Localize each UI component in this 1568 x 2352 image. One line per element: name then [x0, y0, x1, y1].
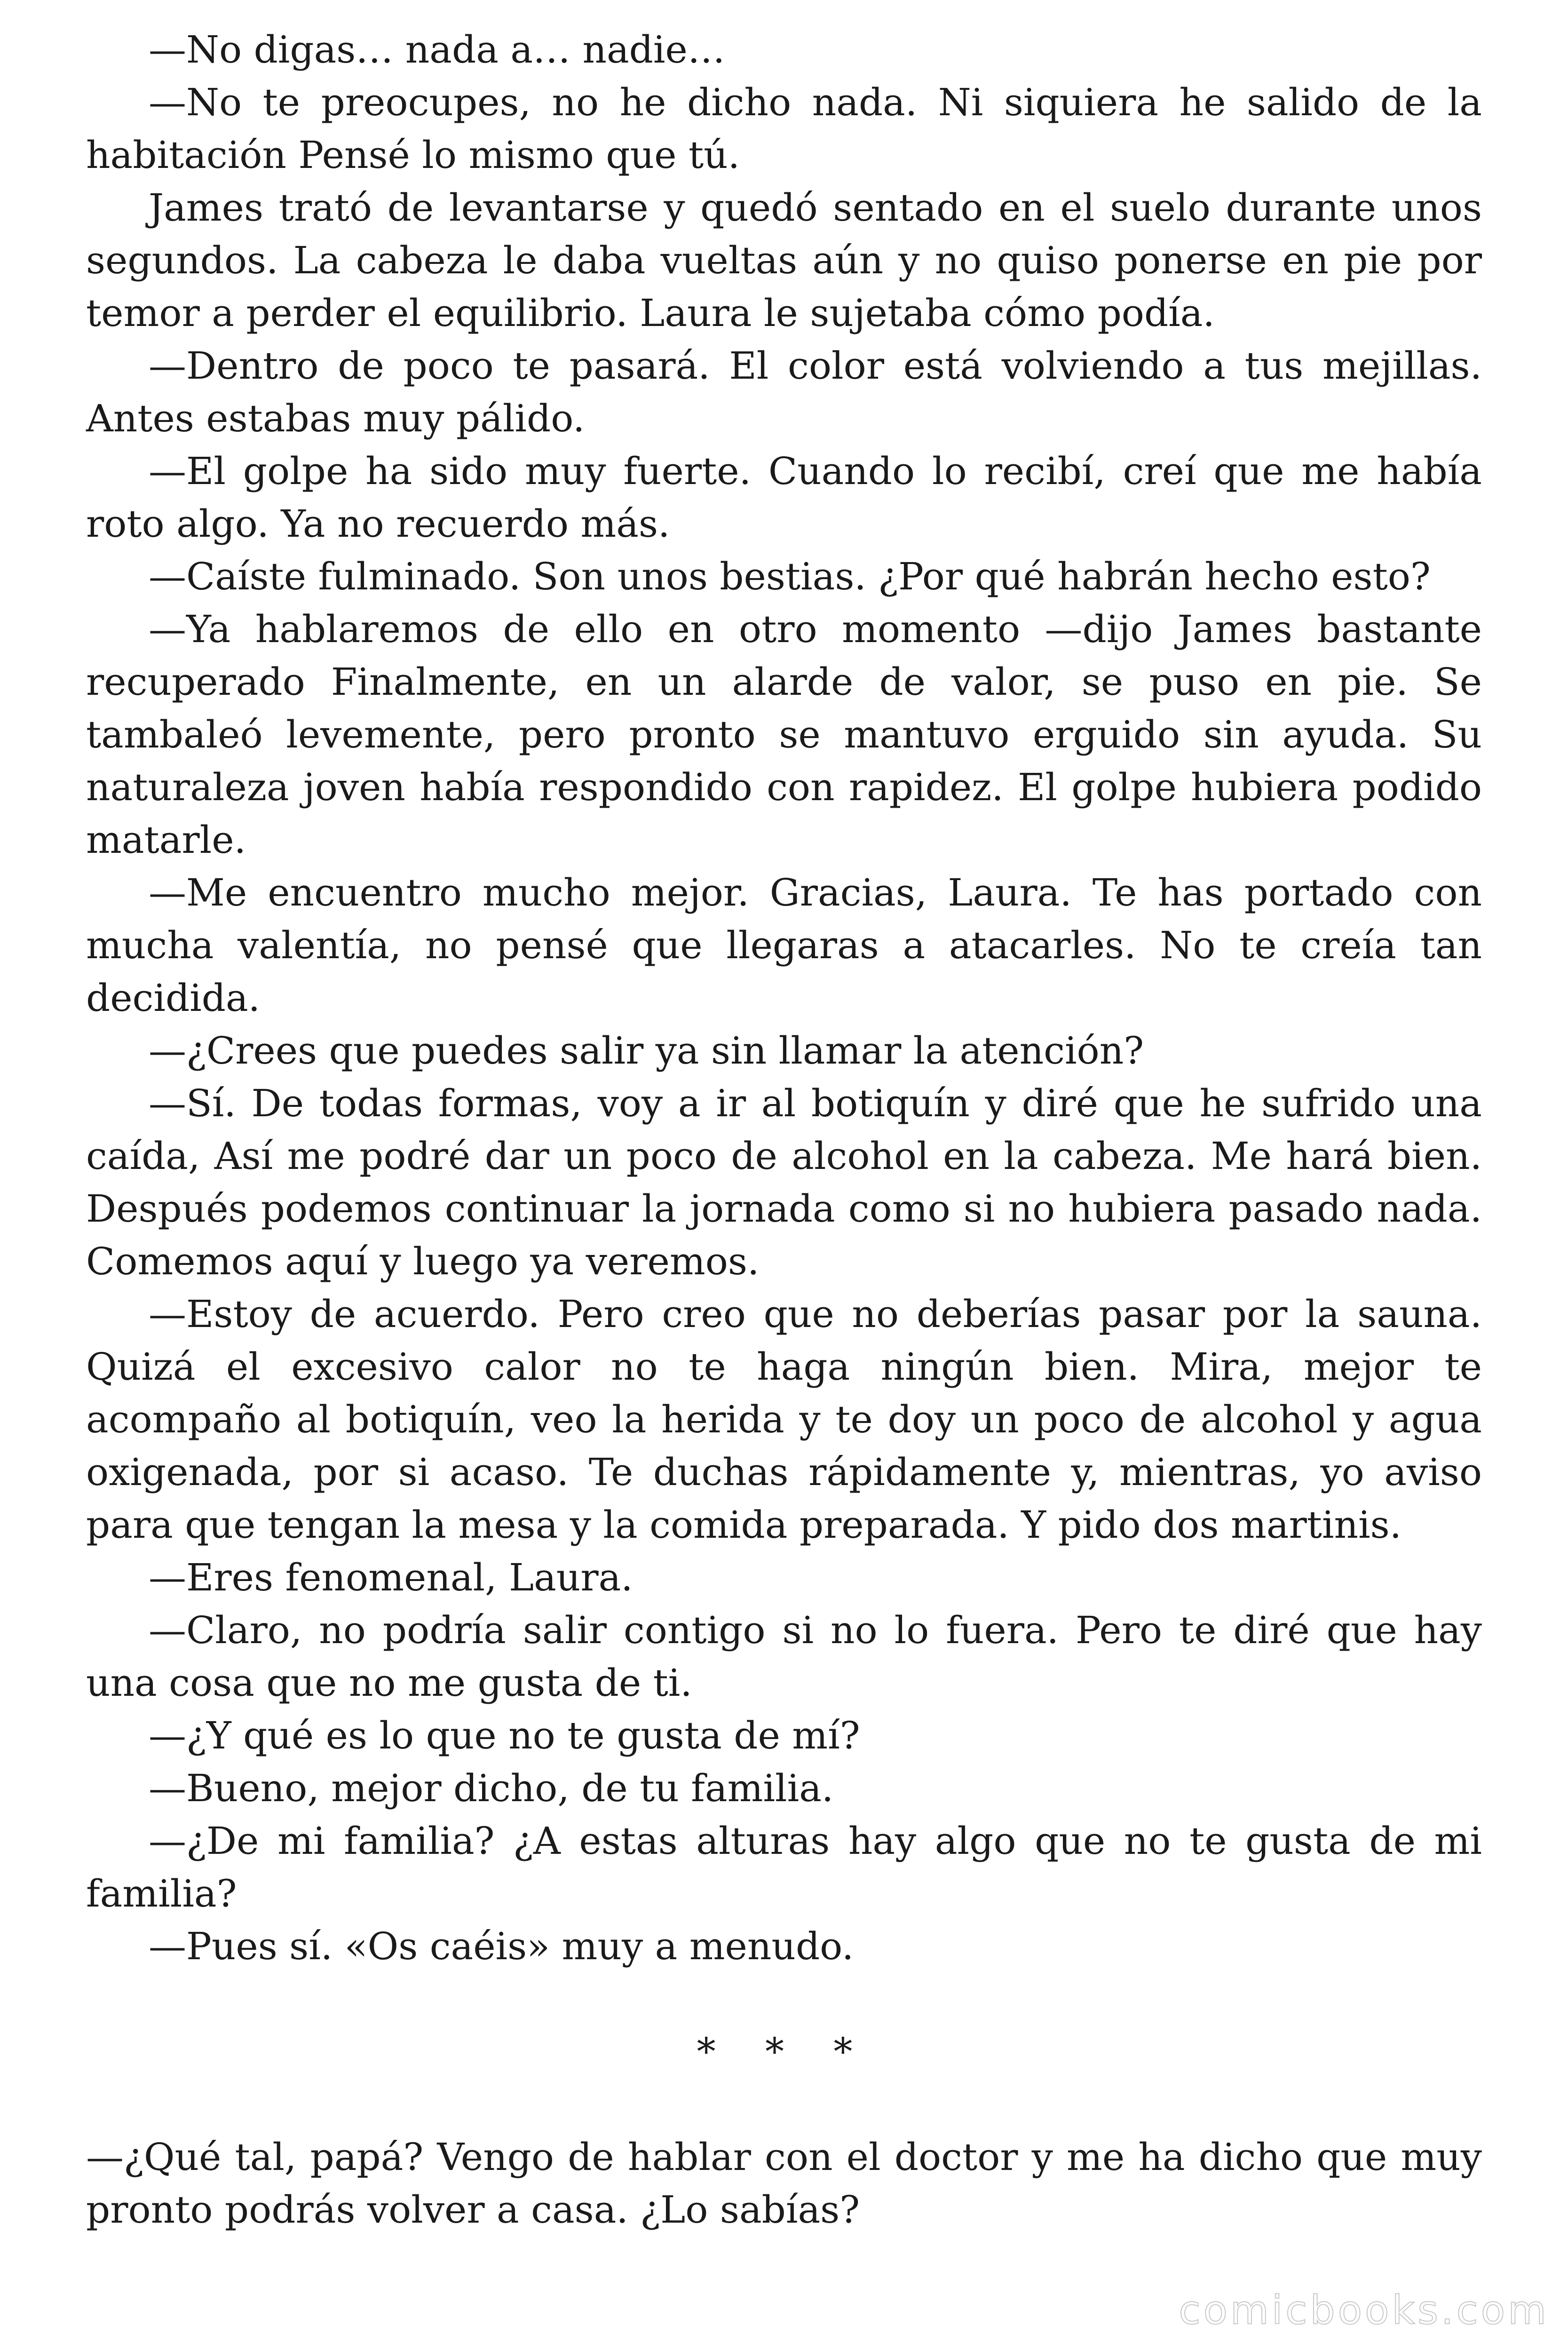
paragraph: —Caíste fulminado. Son unos bestias. ¿Por qué habrán hecho esto? — [149, 555, 1431, 598]
paragraph: —Me encuentro mucho mejor. Gracias, Laura. Te has portado con mucha valentía, no pensé que llegaras a atacarles. No te creía tan decidida. — [86, 871, 1482, 1020]
paragraph: —¿Crees que puedes salir ya sin llamar la atención? — [149, 1029, 1144, 1073]
paragraph: —No te preocupes, no he dicho nada. Ni siquiera he salido de la habitación Pensé lo mismo que tú. — [86, 80, 1482, 177]
paragraph: —Dentro de poco te pasará. El color está volviendo a tus mejillas. Antes estabas muy pálido. — [86, 344, 1482, 440]
paragraph: —No digas… nada a… nadie… — [149, 28, 725, 72]
paragraph: —Claro, no podría salir contigo si no lo fuera. Pero te diré que hay una cosa que no me gusta de ti. — [86, 1608, 1482, 1705]
paragraph: —¿De mi familia? ¿A estas alturas hay algo que no te gusta de mi familia? — [86, 1819, 1482, 1915]
watermark: comicbooks.com — [1179, 2287, 1549, 2333]
paragraph: —¿Qué tal, papá? Vengo de hablar con el doctor y me ha dicho que muy pronto podrás volver a casa. ¿Lo sabías? — [86, 2135, 1482, 2232]
paragraph: —Estoy de acuerdo. Pero creo que no deberías pasar por la sauna. Quizá el excesivo calor no te haga ningún bien. Mira, mejor te acompaño al botiquín, veo la herida y te doy un poco de alcohol y agua oxigenada, por si acaso. Te duchas rápidamente y, mientras, yo aviso para que tengan la mesa y la comida preparada. Y pido dos martinis. — [86, 1292, 1482, 1547]
paragraph: —Ya hablaremos de ello en otro momento —dijo James bastante recuperado Finalmente, en un alarde de valor, se puso en pie. Se tambaleó levemente, pero pronto se mantuvo erguido sin ayuda. Su naturaleza joven había respondido con rapidez. El golpe hubiera podido matarle. — [86, 607, 1482, 862]
paragraph: James trató de levantarse y quedó sentado en el suelo durante unos segundos. La cabeza le daba vueltas aún y no quiso ponerse en pie por temor a perder el equilibrio. Laura le sujetaba cómo podía. — [86, 186, 1482, 335]
paragraph: —Eres fenomenal, Laura. — [149, 1556, 633, 1599]
paragraph: —El golpe ha sido muy fuerte. Cuando lo recibí, creí que me había roto algo. Ya no recuerdo más. — [86, 449, 1482, 546]
paragraph: —¿Y qué es lo que no te gusta de mí? — [149, 1714, 860, 1757]
paragraph: —Pues sí. «Os caéis» muy a menudo. — [149, 1924, 854, 1968]
section-separator: * * * — [697, 2030, 871, 2074]
book-page — [86, 24, 1482, 2236]
paragraph: —Bueno, mejor dicho, de tu familia. — [149, 1766, 834, 1810]
paragraph: —Sí. De todas formas, voy a ir al botiquín y diré que he sufrido una caída, Así me podré dar un poco de alcohol en la cabeza. Me hará bien. Después podemos continuar la jornada como si no hubiera pasado nada. Comemos aquí y luego ya veremos. — [86, 1081, 1482, 1283]
